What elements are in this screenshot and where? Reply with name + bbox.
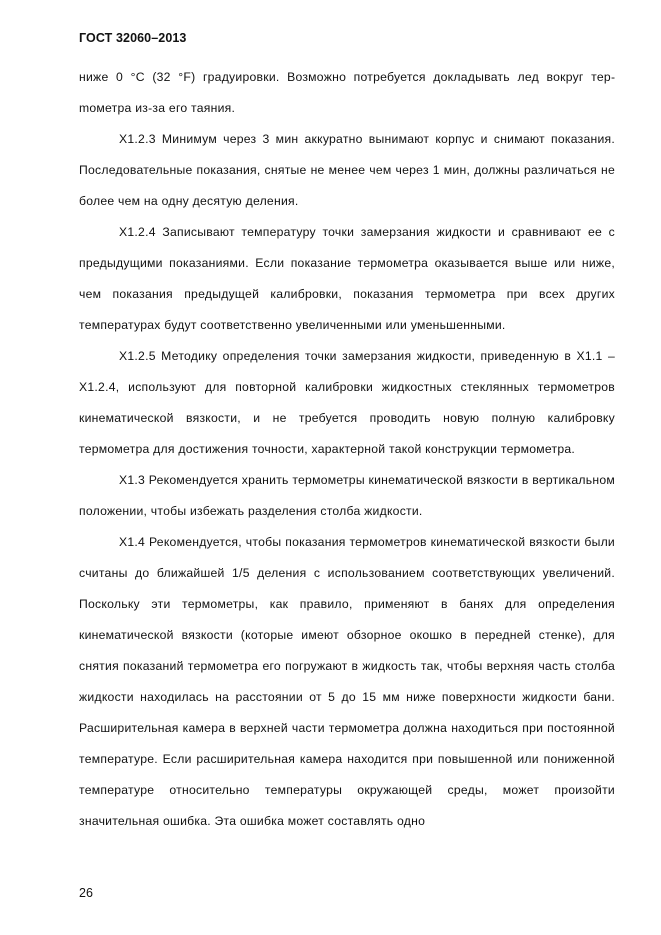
paragraph-x1-2-4: X1.2.4 Записывают температуру точки замерзания жидкости и сравнивают ее с предыдущими показаниями. Если показание термометра оказывается выше или ниже, чем показания предыдущей калибровки, показания термометра при всех других температурах будут соответственно увеличенными или уменьшенными. [79,225,615,332]
paragraph-x1-2-5: X1.2.5 Методику определения точки замерзания жидкости, приведенную в X1.1 – X1.2.4, используют для повторной калибровки жидкостных стеклянных термометров кинематической вязкости, и не требуется проводить новую полную калибровку термометра для достижения точности, характерной такой конструкции термометра. [79,349,615,456]
paragraph-x1-3: X1.3 Рекомендуется хранить термометры кинематической вязкости в вертикальном положении, чтобы избежать разделения столба жидкости. [79,473,615,518]
document-body [79,62,615,837]
paragraph-x1-2-3: X1.2.3 Минимум через 3 мин аккуратно вынимают корпус и снимают показания. Последовательные показания, снятые не менее чем через 1 мин, должны различаться не более чем на одну десятую деления. [79,132,615,208]
document-header: ГОСТ 32060–2013 [79,31,187,45]
page-number: 26 [79,886,93,900]
paragraph-x1-4: X1.4 Рекомендуется, чтобы показания термометров кинематической вязкости были считаны до ближайшей 1/5 деления с использованием соответствующих увеличений. Поскольку эти термометры, как правило, применяют в банях для определения кинематической вязкости (которые имеют обзорное окошко в передней стенке), для снятия показаний термометра его погружают в жидкость так, чтобы верхняя часть столба жидкости находилась на расстоянии от 5 до 15 мм ниже поверхности жидкости бани. Расширительная камера в верхней части термометра должна находиться при постоянной температуре. Если расширительная камера находится при повышенной или пониженной температуре относительно температуры окружающей среды, может произойти значительная ошибка. Эта ошибка может составлять одно [79,535,615,828]
paragraph-continuation: ниже 0 °C (32 °F) градуировки. Возможно потребуется докладывать лед вокруг терmометра из-за его таяния. [79,70,615,115]
